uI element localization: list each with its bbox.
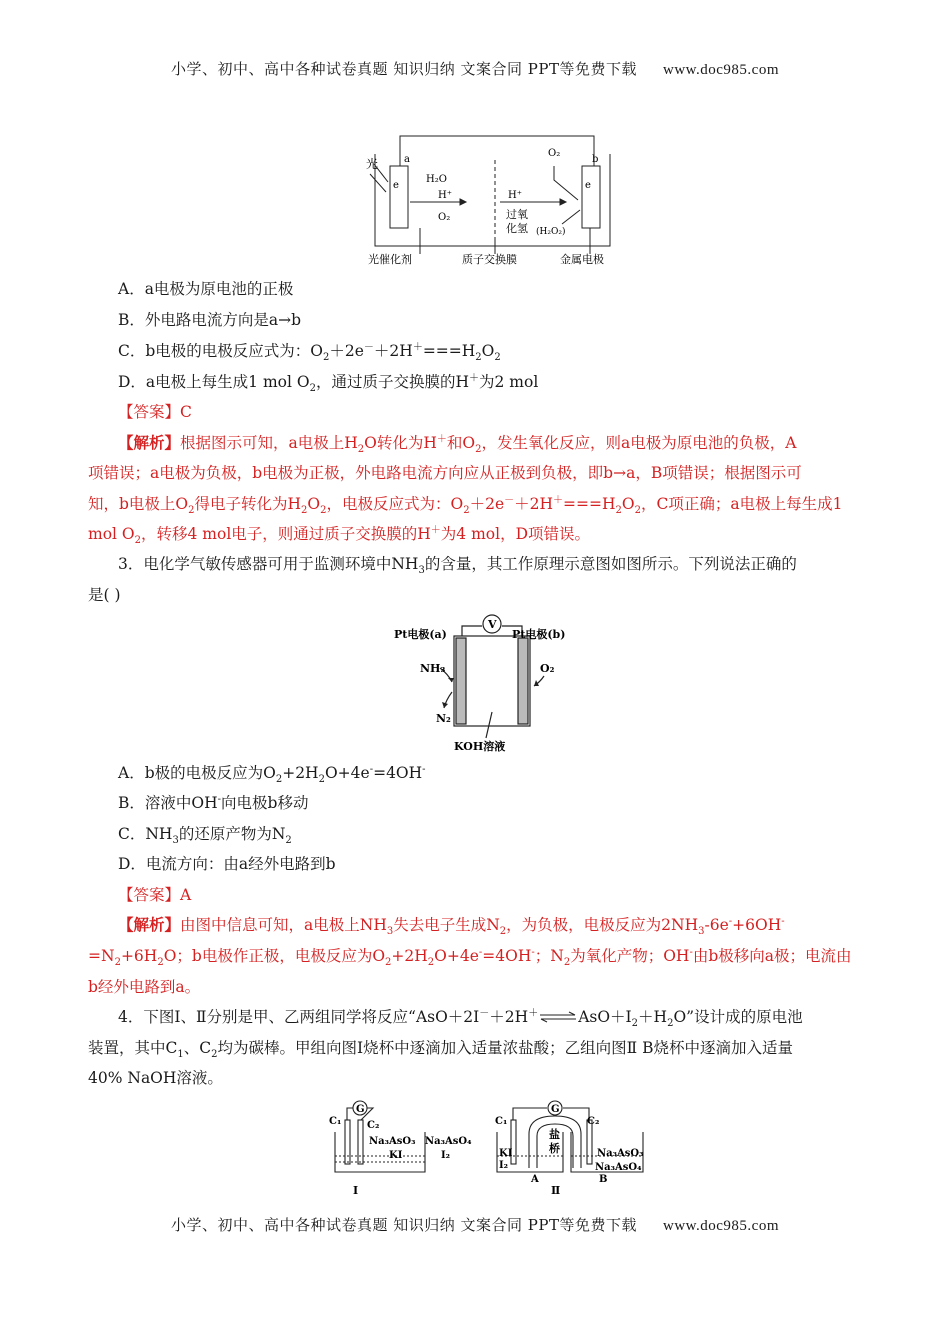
fig3-i2b-label: I₂ (499, 1160, 509, 1171)
fig1-b-label: b (592, 154, 599, 165)
fig1-label-metal: 金属电极 (560, 253, 604, 266)
fig3-na3aso3b-label: Na₃AsO₃ (597, 1148, 644, 1159)
q3-option-d: D．电流方向：由a经外电路到b (118, 855, 336, 873)
fig3-na3aso4-label: Na₃AsO₄ (425, 1136, 472, 1147)
q2-option-b: B．外电路电流方向是a→b (118, 311, 302, 329)
fig3-ki-label: KI (389, 1150, 403, 1161)
q2-explanation-line2: 项错误；a电极为负极，b电极为正极，外电路电流方向应从正极到负极，即b→a，B项错误；根据图示可 (88, 464, 802, 482)
header-text: 小学、初中、高中各种试卷真题 知识归纳 文案合同 PPT等免费下载 (170, 60, 637, 78)
fig3-roman-1: Ⅰ (353, 1184, 359, 1197)
fig1-h2o2-line2: 化氢 (506, 222, 528, 235)
fig3-salt-bridge-2: 桥 (549, 1142, 560, 1155)
fig1-h2o2-formula: (H₂O₂) (536, 227, 566, 237)
figure-nh3-sensor (390, 608, 570, 758)
fig3-c1-label: C₁ (329, 1116, 342, 1127)
fig3-beaker-b: B (599, 1174, 608, 1185)
q2-answer: 【答案】C (118, 403, 192, 421)
q3-stem-line1: 3．电化学气敏传感器可用于监测环境中$NH_3$的含量，其工作原理示意图如图所示。下列说法正确的 (118, 555, 797, 577)
footer-site[interactable]: www.doc985.com (662, 1218, 779, 1234)
pt-electrode-a-label: Pt电极(a) (394, 628, 447, 641)
o2-label: O₂ (540, 662, 555, 675)
n2-label: N₂ (436, 712, 451, 725)
q4-stem-line2: 装置，其中$C_1$、$C_2$均为碳棒。甲组向图Ⅰ烧杯中逐滴加入适量浓盐酸；乙组向图Ⅱ B烧杯中逐滴加入适量 (88, 1039, 793, 1061)
q3-option-b: B．溶液中OH-向电极b移动 (118, 793, 309, 812)
q3-explanation-line2: $=N_2+6H_2O$；b电极作正极，电极反应为$O_2+2H_2O+4e^-=4OH^-$；$N_2$为氧化产物；OH-由b极移向a极；电流由 (88, 946, 852, 969)
fig3-c1b-label: C₁ (495, 1116, 508, 1127)
nh3-label: NH₃ (420, 662, 446, 675)
fig1-h2o2-line1: 过氧 (506, 208, 528, 221)
q4-stem-line1: 4．下图Ⅰ、Ⅱ分别是甲、乙两组同学将反应“AsO＋2I－＋2H＋ $AsO+I_2+H_2O$”设计成的原电池 (118, 1007, 803, 1030)
fig1-light-label: 光 (366, 157, 379, 171)
fig1-hplus-mid: H⁺ (508, 190, 522, 201)
fig1-h2o: H₂O (426, 174, 447, 185)
fig3-salt-bridge-1: 盐 (549, 1128, 560, 1141)
koh-solution-label: KOH溶液 (454, 740, 506, 753)
q3-answer: 【答案】A (118, 886, 192, 904)
fig1-e-left: e (393, 180, 399, 191)
fig3-galvanometer-2: G (551, 1104, 560, 1115)
fig1-o2-left: O₂ (438, 212, 451, 223)
voltmeter-label: V (488, 618, 497, 631)
q3-option-a: A．b极的电极反应为$O_2+2H_2O+4e^-=4OH^-$ (118, 763, 426, 786)
fig1-label-membrane: 质子交换膜 (462, 253, 517, 266)
figure-galvanic-cells (325, 1098, 665, 1200)
fig3-galvanometer-1: G (356, 1104, 365, 1115)
fig3-roman-2: Ⅱ (551, 1184, 561, 1197)
fig1-o2-top: O₂ (548, 148, 561, 159)
fig1-hplus-left: H⁺ (438, 190, 452, 201)
fig3-c2b-label: C₂ (587, 1116, 600, 1127)
page-footer (0, 1214, 950, 1235)
fig1-a-label: a (404, 154, 410, 165)
q3-explanation-line1: 【解析】由图中信息可知，a电极上$NH_3$失去电子生成$N_2$，为负极，电极反应为$2NH_3-6e^-+6OH^-$ (118, 915, 785, 938)
figure-photocatalysis-cell (360, 128, 620, 268)
footer-text: 小学、初中、高中各种试卷真题 知识归纳 文案合同 PPT等免费下载 (170, 1216, 637, 1234)
fig1-e-right: e (585, 180, 591, 191)
fig3-na3aso3-label: Na₃AsO₃ (369, 1136, 416, 1147)
fig3-beaker-a: A (531, 1174, 539, 1185)
q2-explanation-line1: 【解析】根据图示可知，a电极上$H_2O$转化为H＋和$O_2$，发生氧化反应，则a电极为原电池的负极，A (118, 433, 797, 456)
fig1-label-catalyst: 光催化剂 (368, 253, 412, 266)
fig3-na3aso4b-label: Na₃AsO₄ (595, 1162, 642, 1173)
q2-option-a: A．a电极为原电池的正极 (118, 280, 294, 298)
q2-option-d: D．a电极上每生成1 mol $O_2$，通过质子交换膜的H＋为2 mol (118, 372, 539, 395)
pt-electrode-b-label: Pt电极(b) (512, 628, 566, 641)
page-header (0, 58, 950, 79)
q2-explanation-line3: 知，b电极上$O_2$得电子转化为$H_2O_2$，电极反应式为：$O_2+2e^-+2H^+===H_2O_2$，C项正确；a电极上每生成1 (88, 494, 843, 517)
fig3-i2-label: I₂ (441, 1150, 451, 1161)
q3-stem-line2: 是( ) (88, 586, 121, 604)
fig3-ki2-label: KI (499, 1148, 513, 1159)
q3-explanation-line3: b经外电路到a。 (88, 978, 201, 996)
fig3-c2-label: C₂ (367, 1120, 380, 1131)
q2-option-c: C．b电极的电极反应式为：$O_2+2e^-+2H^+===H_2O_2$ (118, 341, 501, 364)
q4-stem-line3: 40% NaOH溶液。 (88, 1069, 223, 1087)
q2-explanation-line4: mol $O_2$，转移4 mol电子，则通过质子交换膜的H＋为4 mol，D项错误。 (88, 524, 590, 547)
equilibrium-arrow-icon (538, 1007, 578, 1029)
q3-option-c: C．$NH_3$的还原产物为$N_2$ (118, 825, 292, 847)
header-site[interactable]: www.doc985.com (662, 62, 779, 78)
